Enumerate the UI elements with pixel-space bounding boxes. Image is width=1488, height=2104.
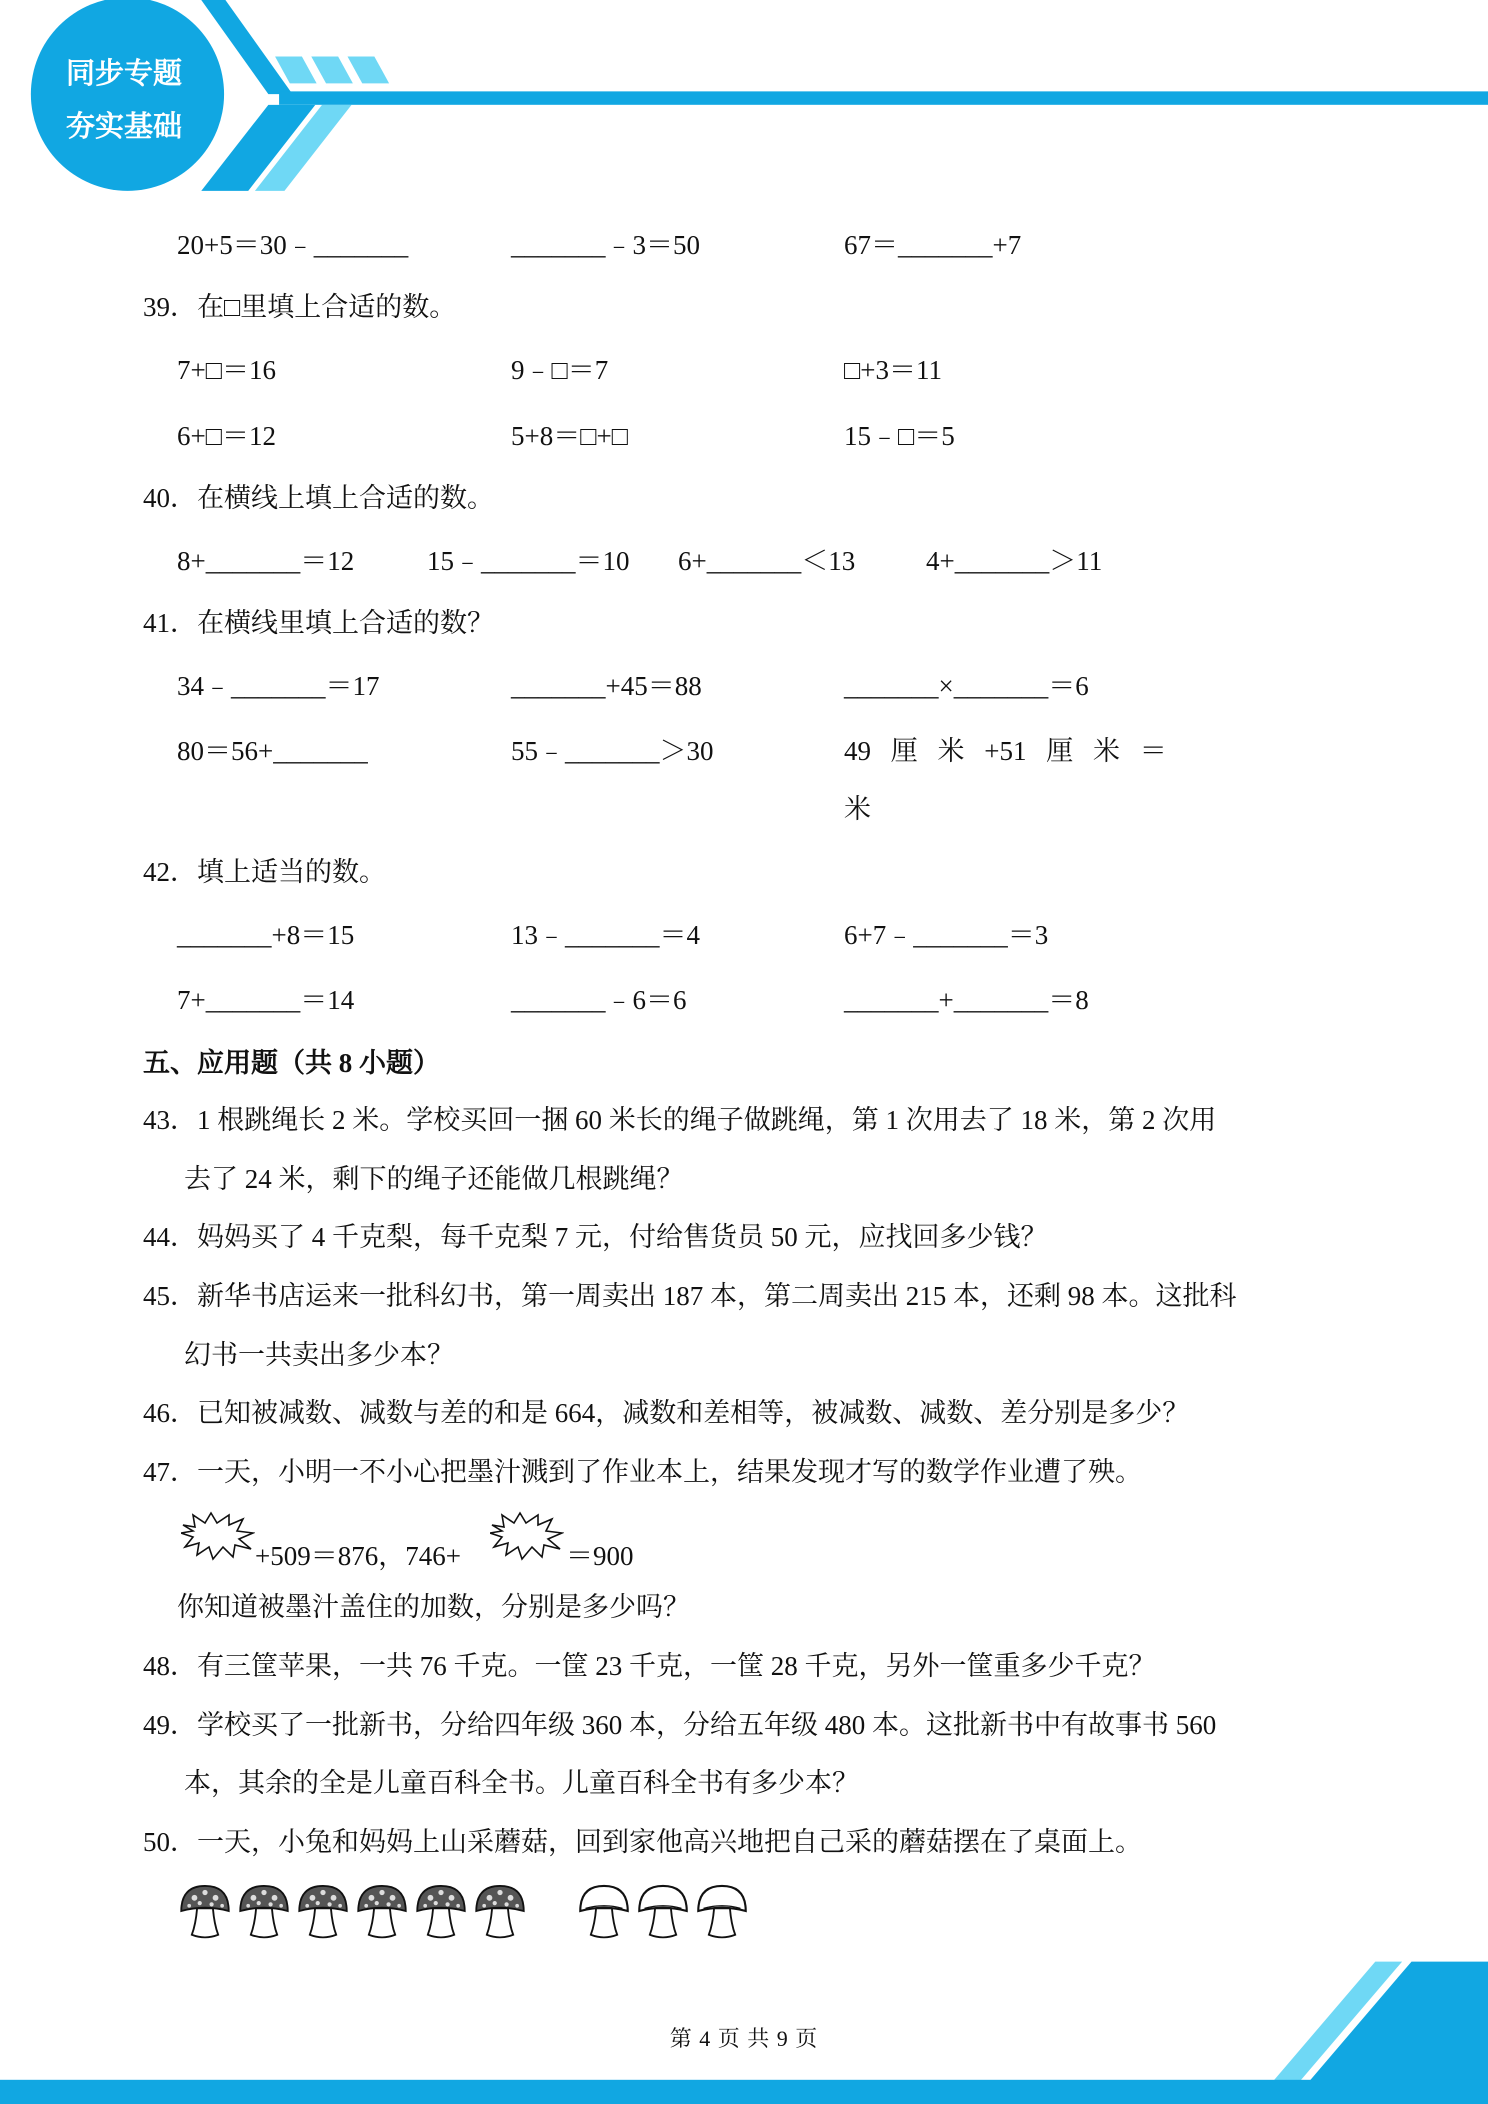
q44-line-1: 44．妈妈买了 4 千克梨，每千克梨 7 元，付给售货员 50 元，应找回多少钱？ (143, 1222, 1048, 1252)
q43-line-1: 43．1 根跳绳长 2 米。学校买回一捆 60 米长的绳子做跳绳，第 1 次用去了 18 米，第 2 次用 (143, 1105, 1217, 1135)
q47-line-3: 你知道被墨汁盖住的加数，分别是多少吗？ (177, 1592, 690, 1622)
q40-item: 4+_______＞11 (926, 546, 1103, 576)
q45-line-1: 45．新华书店运来一批科幻书，第一周卖出 187 本，第二周卖出 215 本，还剩 98 本。这批科 (143, 1281, 1237, 1311)
mushroom-dark (473, 1882, 527, 1940)
q41-item: 34﹣_______＝17 (177, 671, 380, 701)
q40-item: 6+_______＜13 (678, 546, 856, 576)
mushroom-white (695, 1882, 749, 1940)
q49-line-1: 49．学校买了一批新书，分给四年级 360 本，分给五年级 480 本。这批新书中有故事书 560 (143, 1710, 1217, 1740)
q39-item: 9﹣□＝7 (511, 355, 609, 385)
q38-item-2: _______﹣3＝50 (511, 230, 700, 260)
q48-line-1: 48．有三筐苹果，一共 76 千克。一筐 23 千克，一筐 28 千克，另外一筐重多少千克？ (143, 1651, 1156, 1681)
q39-title: 39．在□里填上合适的数。 (143, 292, 457, 322)
q39-item: 15﹣□＝5 (844, 421, 955, 451)
q39-item: □+3＝11 (844, 355, 943, 385)
q47-equation-part-2: ＝900 (566, 1541, 634, 1571)
header-dash-3 (348, 56, 390, 83)
q38-item-1: 20+5＝30﹣_______ (177, 230, 409, 260)
q42-item: 7+_______＝14 (177, 985, 355, 1015)
q42-item: _______﹣6＝6 (511, 985, 687, 1015)
ink-blot-image (181, 1511, 255, 1561)
section-heading: 五、应用题（共 8 小题） (143, 1048, 440, 1078)
q39-item: 5+8＝□+□ (511, 421, 629, 451)
q41-item: 80＝56+_______ (177, 736, 368, 766)
page-number: 第 4 页 共 9 页 (669, 2026, 819, 2051)
header-dash-2 (311, 56, 353, 83)
q42-item: _______+_______＝8 (844, 985, 1089, 1015)
q40-item: 15﹣_______＝10 (427, 546, 630, 576)
mushroom-dark (296, 1882, 350, 1940)
mushroom-white (577, 1882, 631, 1940)
q41-title: 41．在横线里填上合适的数？ (143, 608, 494, 638)
q42-item: 6+7﹣_______＝3 (844, 920, 1049, 950)
footer-bar (0, 2080, 1488, 2104)
mushroom-dark (414, 1882, 468, 1940)
q42-item: 13﹣_______＝4 (511, 920, 700, 950)
q40-title: 40．在横线上填上合适的数。 (143, 483, 494, 513)
q38-item-3: 67＝_______+7 (844, 230, 1022, 260)
mushroom-dark (178, 1882, 232, 1940)
q49-line-2: 本，其余的全是儿童百科全书。儿童百科全书有多少本？ (184, 1768, 859, 1798)
ink-blot-image (490, 1511, 564, 1561)
q42-item: _______+8＝15 (177, 920, 355, 950)
q45-line-2: 幻书一共卖出多少本？ (184, 1340, 454, 1370)
q50-line-1: 50．一天，小兔和妈妈上山采蘑菇，回到家他高兴地把自己采的蘑菇摆在了桌面上。 (143, 1827, 1142, 1857)
badge-line-2: 夯实基础 (65, 109, 182, 143)
q47-line-1: 47．一天，小明一不小心把墨汁溅到了作业本上，结果发现才写的数学作业遭了殃。 (143, 1457, 1142, 1487)
q43-line-2: 去了 24 米，剩下的绳子还能做几根跳绳？ (184, 1164, 684, 1194)
mushroom-dark (355, 1882, 409, 1940)
q41-item: _______+45＝88 (511, 671, 702, 701)
q39-item: 7+□＝16 (177, 355, 277, 385)
q41-item: 49 厘 米 +51 厘 米 ＝ (844, 736, 1167, 766)
mushroom-dark (237, 1882, 291, 1940)
q40-item: 8+_______＝12 (177, 546, 355, 576)
q46-line-1: 46．已知被减数、减数与差的和是 664，减数和差相等，被减数、减数、差分别是多少？ (143, 1398, 1190, 1428)
q41-item: _______×_______＝6 (844, 671, 1089, 701)
q42-title: 42．填上适当的数。 (143, 857, 386, 887)
q47-equation-part-1: +509＝876，746+ (255, 1541, 461, 1571)
mushroom-white (636, 1882, 690, 1940)
badge-line-1: 同步专题 (65, 56, 182, 90)
q41-item: 55﹣_______＞30 (511, 736, 714, 766)
q39-item: 6+□＝12 (177, 421, 277, 451)
q41-item-wrap: 米 (844, 794, 871, 824)
footer-banner (0, 1932, 1488, 2104)
header-badge-circle (31, 0, 224, 191)
header-bar (279, 91, 1488, 104)
